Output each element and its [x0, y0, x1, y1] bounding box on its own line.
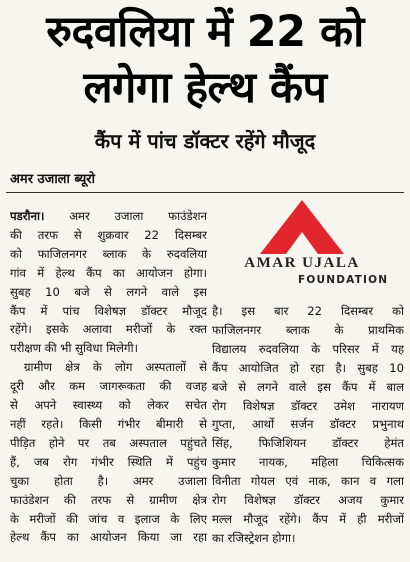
- column1-line: पीड़ित होने पर तब अस्पताल पहुंचते: [10, 435, 207, 450]
- article-column-2: [212, 302, 404, 548]
- column1-line: हेल्थ कैंप का आयोजन किया जा रहा: [10, 530, 207, 545]
- article-column-1: [10, 207, 207, 547]
- column2-line: रोग विशेषज्ञ डॉक्टर उमेश नारायण: [212, 398, 404, 413]
- column1-line: फाउंडेशन की तरफ से ग्रामीण क्षेत्र: [10, 492, 207, 507]
- headline-line-2: लगेगा हेल्थ कैंप: [83, 63, 327, 113]
- column1-line: हैं, जब रोग गंभीर स्थिति में पहुंच: [10, 454, 207, 469]
- column1-line: से अपने स्वास्थ्य को लेकर सचेत: [10, 398, 207, 413]
- amar-ujala-foundation-logo: [222, 200, 402, 295]
- column2-line: है। इस बार 22 दिसम्बर को: [212, 304, 404, 318]
- column1-line: ग्रामीण क्षेत्र के लोग अस्पतालों से: [24, 360, 207, 375]
- column2-line: मल्ल मौजूद रहेंगे। कैंप में ही मरीजों: [212, 511, 404, 526]
- column1-line-text: अमर उजाला फाउंडेशन: [44, 209, 207, 223]
- dateline: पडरौना।: [10, 209, 45, 223]
- column1-line: की तरफ से शुक्रवार 22 दिसम्बर: [10, 227, 207, 242]
- column1-line: के मरीजों की जांच व इलाज के लिए: [10, 511, 207, 526]
- column1-line: चुका होता है। अमर उजाला: [10, 473, 207, 488]
- subheadline: कैंप में पांच डॉक्टर रहेंगे मौजूद: [94, 129, 316, 153]
- divider-rule: [6, 192, 404, 193]
- column2-line: रोग विशेषज्ञ डॉक्टर अजय कुमार: [212, 493, 404, 508]
- column2-line: गुप्ता, आर्थो सर्जन डॉक्टर प्रभुनाथ: [212, 417, 404, 432]
- column1-line: परीक्षण की भी सुविधा मिलेगी।: [10, 341, 138, 356]
- logo-mark-icon: [260, 200, 344, 254]
- column1-line: दूरी और कम जागरूकता की वजह: [10, 379, 207, 394]
- column2-line: कुमार नायक, महिला चिकित्सक: [212, 455, 404, 470]
- byline: अमर उजाला ब्यूरो: [10, 172, 95, 187]
- column2-line: बजे से लगने वाले इस कैंप में बाल: [212, 379, 404, 394]
- column1-line: रहेंगे। इसके अलावा मरीजों के रक्त: [10, 322, 207, 337]
- column2-line: कैंप आयोजित हो रहा है। सुबह 10: [212, 360, 404, 375]
- logo-sub: FOUNDATION: [298, 274, 389, 286]
- column2-line: का रजिस्ट्रेशन होगा।: [212, 530, 296, 545]
- column1-line: गांव में हेल्थ कैंप का आयोजन होगा।: [10, 265, 207, 280]
- column1-line: सुबह 10 बजे से लगने वाले इस: [10, 284, 207, 299]
- column2-line: सिंह, फिजिशियन डॉक्टर हेमंत: [212, 436, 404, 451]
- column1-line: कैंप में पांच विशेषज्ञ डॉक्टर मौजूद: [10, 303, 207, 318]
- column2-line: फाजिलनगर ब्लाक के प्राथमिक: [212, 322, 404, 337]
- headline-line-1: रुदवलिया में 22 को: [46, 7, 364, 57]
- column1-line: [10, 207, 207, 226]
- column2-line: विद्यालय रुदवलिया के परिसर में यह: [212, 341, 404, 356]
- column1-line: को फाजिलनगर ब्लाक के रुदवलिया: [10, 246, 207, 261]
- logo-name: AMAR UJALA: [244, 255, 360, 271]
- column1-line: नहीं रहते। किसी गंभीर बीमारी से: [10, 416, 207, 431]
- column2-line: विनीता गोयल एवं नाक, कान व गला: [212, 474, 404, 489]
